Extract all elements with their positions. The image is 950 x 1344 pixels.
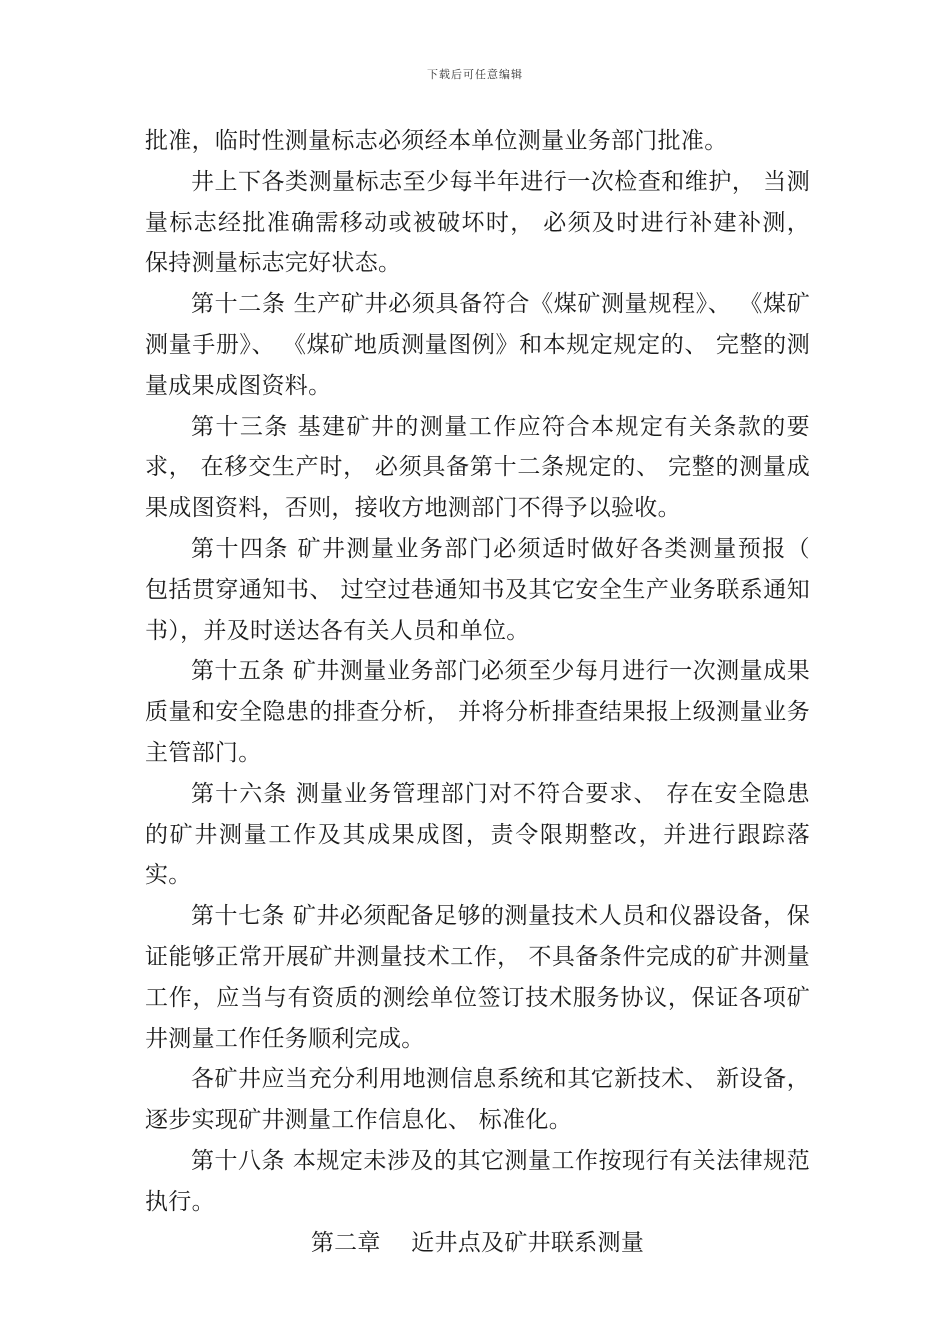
paragraph-continuation: 批准，临时性测量标志必须经本单位测量业务部门批准。 xyxy=(145,128,728,154)
paragraph-article-15: 第十五条 矿井测量业务部门必须至少每月进行一次测量成果质量和安全隐患的排查分析， 并将分析排查结果报上级测量业务主管部门。 xyxy=(145,658,810,766)
paragraph-article-14: 第十四条 矿井测量业务部门必须适时做好各类测量预报（ 包括贯穿通知书、 过空过巷通知书及其它安全生产业务联系通知书），并及时送达各有关人员和单位。 xyxy=(145,535,810,644)
paragraph-article-18: 第十八条 本规定未涉及的其它测量工作按现行有关法律规范执行。 xyxy=(145,1147,810,1215)
paragraph-article-13: 第十三条 基建矿井的测量工作应符合本规定有关条款的要求， 在移交生产时， 必须具备第十二条规定的、 完整的测量成果成图资料，否则，接收方地测部门不得予以验收。 xyxy=(145,413,810,522)
page-header-note: 下载后可任意编辑 xyxy=(427,68,523,81)
paragraph-article-12: 第十二条 生产矿井必须具备符合《煤矿测量规程》、 《煤矿测量手册》、 《煤矿地质测量图例》和本规定规定的、 完整的测量成果成图资料。 xyxy=(145,291,810,399)
paragraph-information-systems: 各矿井应当充分利用地测信息系统和其它新技术、 新设备，逐步实现矿井测量工作信息化、 标准化。 xyxy=(145,1066,810,1134)
document-body xyxy=(145,121,810,1263)
chapter-heading: 第二章 近井点及矿井联系测量 xyxy=(310,1229,645,1256)
paragraph-article-16: 第十六条 测量业务管理部门对不符合要求、 存在安全隐患的矿井测量工作及其成果成图，责令限期整改，并进行跟踪落实。 xyxy=(145,780,810,889)
paragraph-survey-mark-maintenance: 井上下各类测量标志至少每半年进行一次检查和维护， 当测量标志经批准确需移动或被破坏时， 必须及时进行补建补测， 保持测量标志完好状态。 xyxy=(145,168,810,277)
paragraph-article-17: 第十七条 矿井必须配备足够的测量技术人员和仪器设备，保证能够正常开展矿井测量技术工作， 不具备条件完成的矿井测量工作，应当与有资质的测绘单位签订技术服务协议，保证各项矿井测量工作任务顺利完成。 xyxy=(145,903,810,1052)
